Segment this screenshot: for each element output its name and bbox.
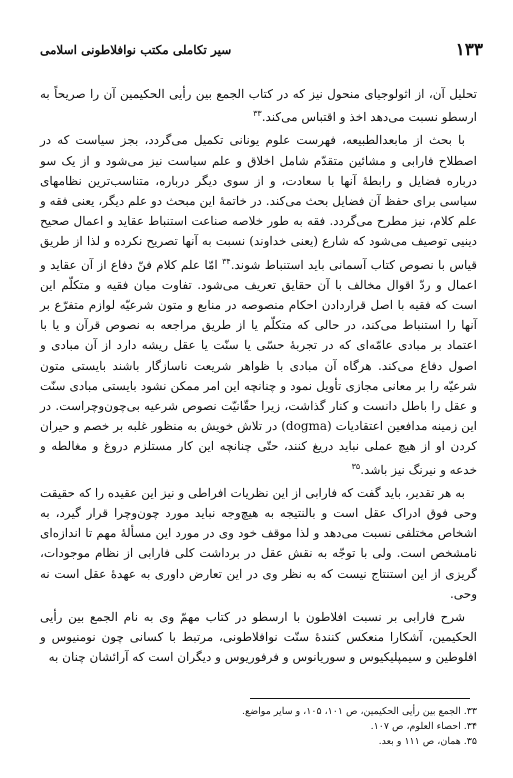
paragraph-text: شرح فارابی بر نسبت افلاطون با ارسطو در کتاب مهمّ وی به نام الجمع بین رأیی الحکیمین، آشکارا منعکس کنندهٔ سنّت نوافلاطونی، مرتبط با کسانی چون نومنیوس و افلوطین و سیمپلیکیوس و سوریانوس و فرفوریوس و دیگران است که آرائشان چنان به bbox=[40, 610, 477, 665]
running-title: سیر تکاملی مکتب نوافلاطونی اسلامی bbox=[40, 43, 232, 57]
footnotes bbox=[40, 704, 477, 749]
footnote: ۳۴. احصاء العلوم، ص ۱۰۷. bbox=[370, 721, 477, 732]
footnote-ref: ۳۳ bbox=[253, 109, 262, 119]
footnote-divider bbox=[250, 698, 470, 699]
paragraph bbox=[40, 130, 477, 479]
footnote-ref: ۳۵ bbox=[351, 461, 361, 471]
paragraph-text: امّا علم کلام فنّ دفاع از آن عقاید و اعمال و ردّ اقوال مخالف با آن حقایق تعریف می‌شود. تفاوت میان فقیه و متکلّم این است که فقیه با اصل قراردادن احکام منصوصه در منابع و متون شرعیّه لوازم متفرّع بر آنها را استنباط می‌کند، در حالی که متکلّم یا از طریق مراجعه به نصوص قرآن و یا با اعتماد بر مبادی عامّه‌ای که در تجربهٔ حسّی یا سنّت یا عقل ریشه دارد از آن مبادی و اصول دفاع می‌کند. هرگاه آن مبادی با ظواهر شریعت ناسازگار باشند بایستی متون شرعیّه را بر معانی مجازی تأویل نمود و چنانچه این امر ممکن نشود بایستی مبادی سنّت و عقل را باطل دانست و کنار گذاشت، زیرا حقّانیّت نصوص شرعیه بی‌چون‌وچراست. در این زمینه مدافعین اعتقادیات (dogma) در تلاش خویش به منظور غلبه بر خصم و حیران کردن او از هیچ عملی نباید دریغ کنند، حتّی چنانچه این کار مستلزم دروغ و مغالطه و خدعه و نیرنگ نیز باشد. bbox=[40, 257, 477, 477]
footnote: ۳۵. همان، ص ۱۱۱ و بعد. bbox=[378, 736, 477, 747]
page-number: ۱۳۳ bbox=[455, 40, 483, 60]
body-text bbox=[40, 84, 477, 671]
page-header bbox=[40, 40, 483, 64]
paragraph bbox=[40, 483, 477, 604]
paragraph-text: به هر تقدیر، باید گفت که فارابی از این نظریات افراطی و نیز این عقیده را که حقیقت وحی فوق ادراک عقل است و بالنتیجه به هیچ‌وجه نباید مورد چون‌وچرا قرار گیرد، به اشخاص مختلفی نسبت می‌دهد و لذا موقف خود وی در مورد این مسألهٔ مهم تا اندازه‌ای نامشخص است. ولی با توجّه به نقش عقل در برداشت کلی فارابی از نظام موجودات، گریزی از این استنتاج نیست که به نظر وی در این تعارض داوری به عهدهٔ عقل است نه وحی. bbox=[40, 485, 477, 601]
paragraph bbox=[40, 607, 477, 668]
paragraph-text: با بحث از مابعدالطبیعه، فهرست علوم یونانی تکمیل می‌گردد، بجز سیاست که در اصطلاح فارابی و مشائین متقدّم شامل اخلاق و علم سیاست نیز می‌شود و از یک سو درباره فضایل و رابطهٔ آنها با سعادت، و از سوی دیگر درباره، متناسب‌ترین نظامهای سیاسی برای حفظ آن فضایل بحث می‌کند. در خاتمهٔ این مبحث دو علم دیگر، یعنی فقه و علم کلام، نیز مطرح می‌گردد. فقه به طور خلاصه صناعت استنباط عقاید و اعمال صحیح دینیی توصیف می‌شود که شارع (یعنی خداوند) نسبت به آنها تصریح نکرده و لذا از طریق قیاس با نصوص کتاب آسمانی باید استنباط شوند. bbox=[40, 133, 477, 272]
footnote: ۳۳. الجمع بین رأیی الحکیمین، ص ۱۰۱، ۱۰۵، و سایر مواضع. bbox=[242, 706, 477, 717]
footnote-ref: ۳۴ bbox=[222, 256, 231, 266]
paragraph-text: تحلیل آن، از اثولوجیای منحول نیز که در کتاب الجمع بین رأیی الحکیمین آن را صریحاً به ارسطو نسبت می‌دهد اخذ و اقتباس می‌کند. bbox=[40, 87, 477, 125]
paragraph bbox=[40, 84, 477, 127]
